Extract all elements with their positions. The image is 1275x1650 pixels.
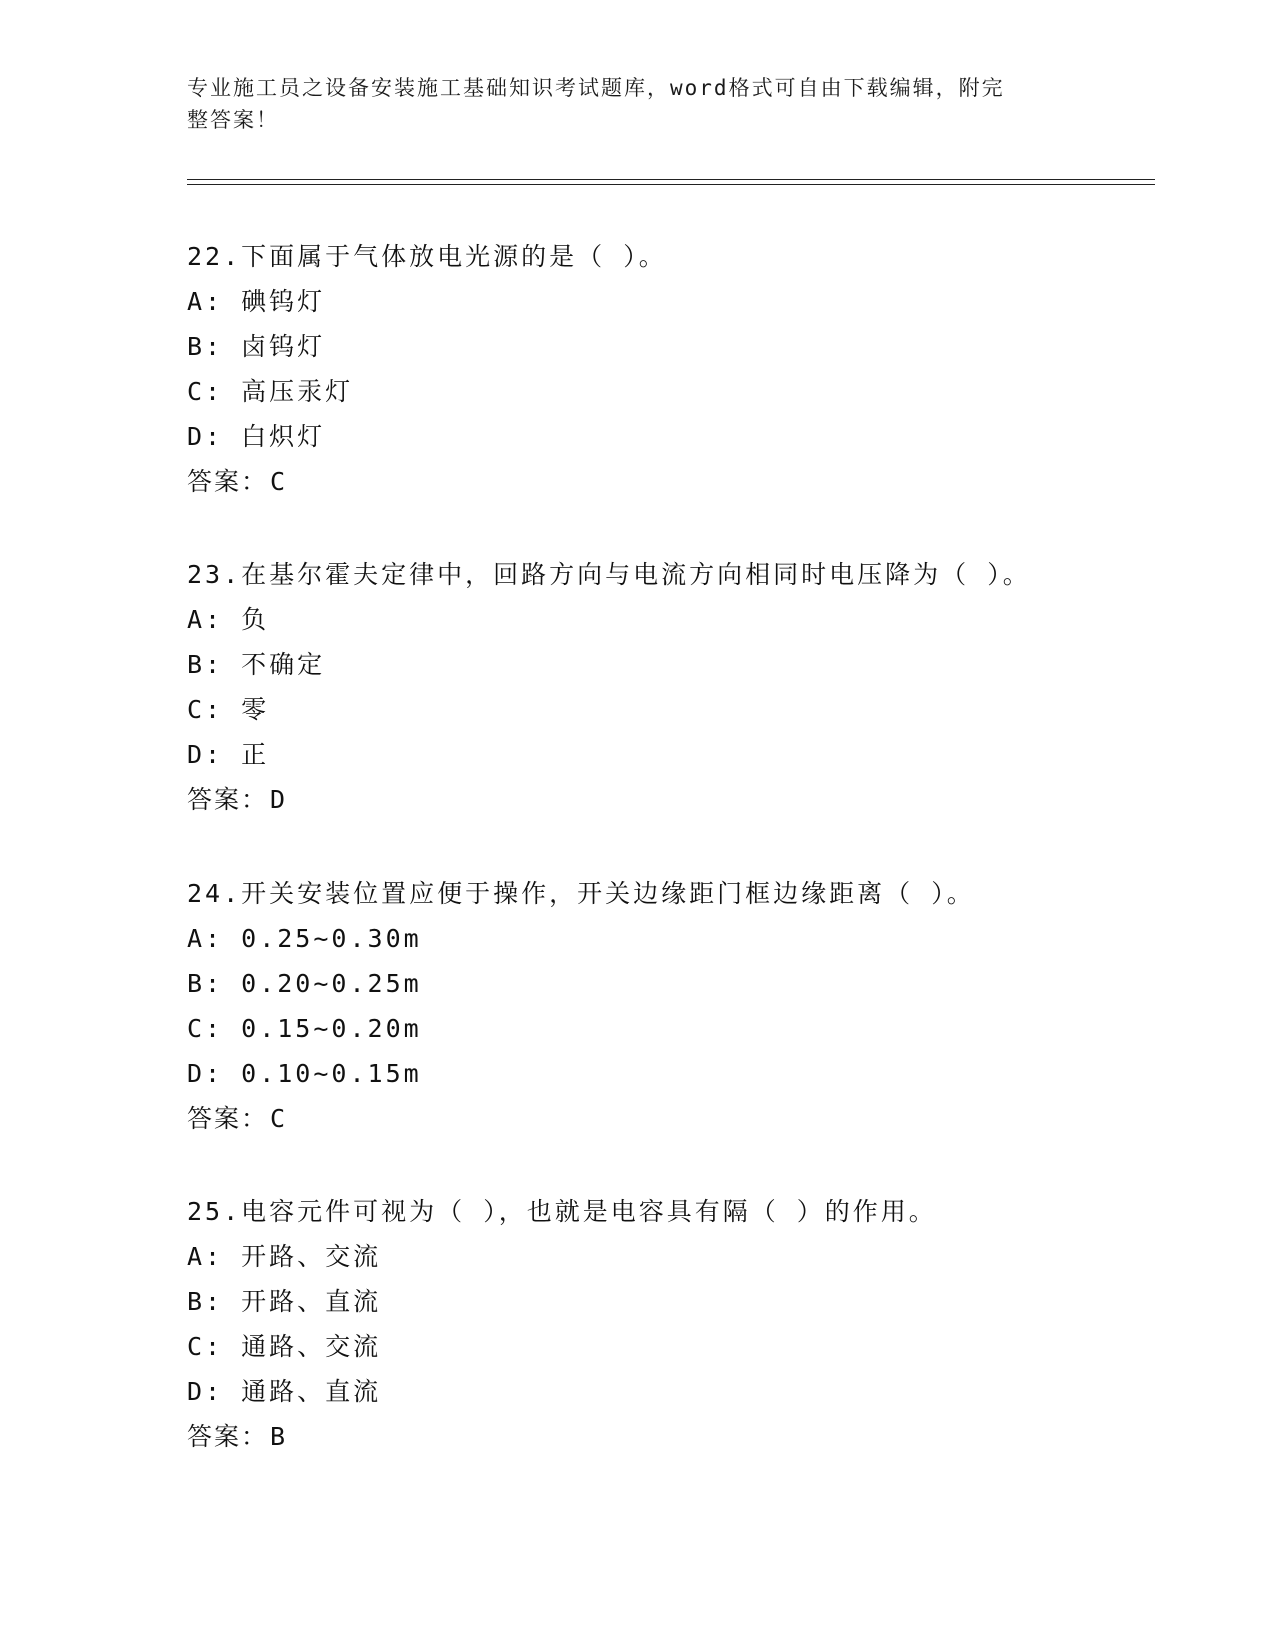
header-title-line-1: 专业施工员之设备安装施工基础知识考试题库，word格式可自由下载编辑，附完 — [187, 76, 1005, 100]
option-b: B: 卤钨灯 — [187, 332, 326, 361]
option-a: A: 开路、交流 — [187, 1242, 382, 1271]
option-d: D: 0.10~0.15m — [187, 1059, 422, 1088]
option-d: D: 通路、直流 — [187, 1377, 382, 1406]
answer-value: B — [270, 1422, 286, 1451]
question-stem: 25.电容元件可视为（ ），也就是电容具有隔（ ）的作用。 — [187, 1197, 937, 1226]
question-block — [187, 878, 1147, 1148]
header-divider-bottom — [187, 184, 1155, 185]
answer-line — [187, 784, 1147, 829]
option-c: C: 0.15~0.20m — [187, 1014, 422, 1043]
option-b: B: 不确定 — [187, 650, 326, 679]
answer-label: 答案： — [187, 1422, 269, 1451]
answer-line — [187, 1103, 1147, 1148]
question-stem: 22.下面属于气体放电光源的是（ ）。 — [187, 242, 667, 271]
header-divider-top — [187, 179, 1155, 180]
option-d: D: 正 — [187, 740, 270, 769]
answer-value: D — [270, 785, 286, 814]
option-b: B: 0.20~0.25m — [187, 969, 422, 998]
question-stem: 24.开关安装位置应便于操作，开关边缘距门框边缘距离（ ）。 — [187, 879, 975, 908]
answer-value: C — [270, 1104, 286, 1133]
answer-value: C — [270, 467, 286, 496]
option-c: C: 高压汞灯 — [187, 377, 354, 406]
question-block — [187, 241, 1147, 511]
answer-label: 答案： — [187, 467, 269, 496]
header-title-line-2: 整答案！ — [187, 108, 279, 132]
option-a: A: 负 — [187, 605, 270, 634]
answer-line — [187, 1421, 1147, 1466]
option-d: D: 白炽灯 — [187, 422, 326, 451]
option-a: A: 碘钨灯 — [187, 287, 326, 316]
answer-label: 答案： — [187, 785, 269, 814]
option-b: B: 开路、直流 — [187, 1287, 382, 1316]
document-header — [187, 72, 1067, 136]
option-c: C: 通路、交流 — [187, 1332, 382, 1361]
answer-label: 答案： — [187, 1104, 269, 1133]
option-c: C: 零 — [187, 695, 270, 724]
question-block — [187, 1196, 1147, 1466]
answer-line — [187, 466, 1147, 511]
question-stem: 23.在基尔霍夫定律中，回路方向与电流方向相同时电压降为（ ）。 — [187, 560, 1031, 589]
option-a: A: 0.25~0.30m — [187, 924, 422, 953]
question-block — [187, 559, 1147, 829]
